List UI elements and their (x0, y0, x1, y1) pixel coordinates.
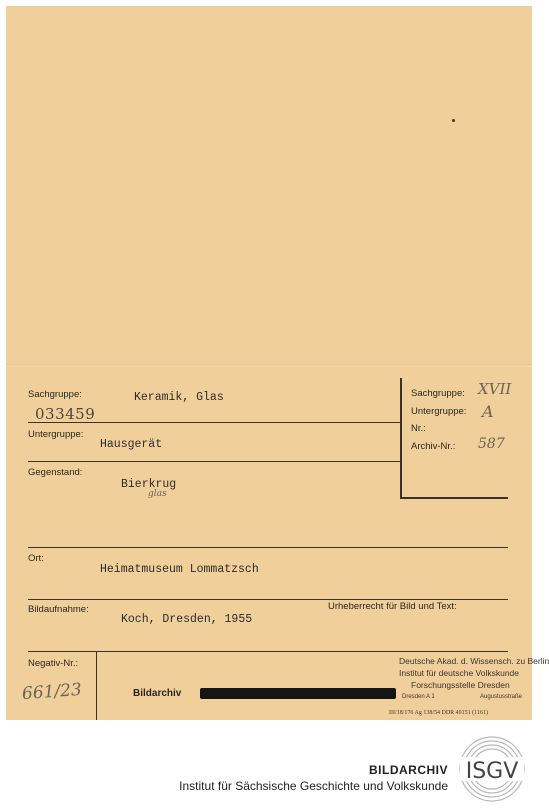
rule-gegenstand (28, 547, 508, 548)
label-box-nr: Nr.: (411, 423, 426, 434)
bildarchiv-label: Bildarchiv (133, 688, 182, 699)
label-box-sachgruppe: Sachgruppe: (411, 388, 465, 399)
label-bildaufnahme: Bildaufnahme: (28, 604, 89, 615)
value-untergruppe: Hausgerät (100, 438, 163, 451)
logo-text: ISGV (465, 759, 519, 784)
value-sachgruppe: Keramik, Glas (134, 391, 224, 404)
label-box-archiv-nr: Archiv-Nr.: (411, 441, 456, 452)
right-box-left-border (400, 378, 402, 498)
label-negativ-nr: Negativ-Nr.: (28, 658, 79, 669)
value-gegenstand-note: glas (148, 489, 167, 499)
box-untergruppe-value: A (482, 402, 494, 421)
label-sachgruppe: Sachgruppe: (28, 389, 82, 400)
box-archiv-nr-value: 587 (478, 436, 505, 452)
value-inventory-number: 033459 (35, 405, 96, 423)
isgv-logo (456, 735, 528, 803)
stamp-line1: Deutsche Akad. d. Wissensch. zu Berlin (399, 656, 549, 666)
footer-title: BILDARCHIV (369, 763, 448, 777)
right-box-bottom-border (400, 497, 508, 499)
stamp-line4-right: Augustusstraße (480, 694, 523, 700)
rule-untergruppe (28, 461, 400, 462)
speck (452, 119, 455, 122)
value-gegenstand: Bierkrug (121, 478, 177, 491)
redaction-bar (200, 688, 396, 699)
stamp-line3: Forschungsstelle Dresden (411, 680, 510, 690)
stamp-line4-left: Dresden A 1 (402, 694, 435, 700)
label-gegenstand: Gegenstand: (28, 467, 83, 478)
stamp-line2: Institut für deutsche Volkskunde (399, 668, 520, 678)
rule-negativ-vertical (96, 652, 97, 720)
archive-card (6, 6, 549, 720)
footer-subtitle: Institut für Sächsische Geschichte und Volkskunde (179, 779, 448, 793)
label-untergruppe: Untergruppe: (28, 429, 84, 440)
value-negativ-nr: 661/23 (21, 679, 83, 705)
value-bildaufnahme: Koch, Dresden, 1955 (121, 613, 253, 626)
label-box-untergruppe: Untergruppe: (411, 406, 467, 417)
label-ort: Ort: (28, 553, 44, 564)
label-urheberrecht: Urheberrecht für Bild und Text: (328, 601, 457, 612)
box-sachgruppe-value: XVII (478, 380, 512, 398)
rule-bildaufnahme (28, 651, 508, 652)
rule-ort (28, 599, 508, 600)
value-ort: Heimatmuseum Lommatzsch (100, 563, 259, 576)
card-fold (6, 364, 532, 367)
print-code: III/18/176 Ag 138/54 DDR 49151 (1161) (389, 710, 488, 716)
